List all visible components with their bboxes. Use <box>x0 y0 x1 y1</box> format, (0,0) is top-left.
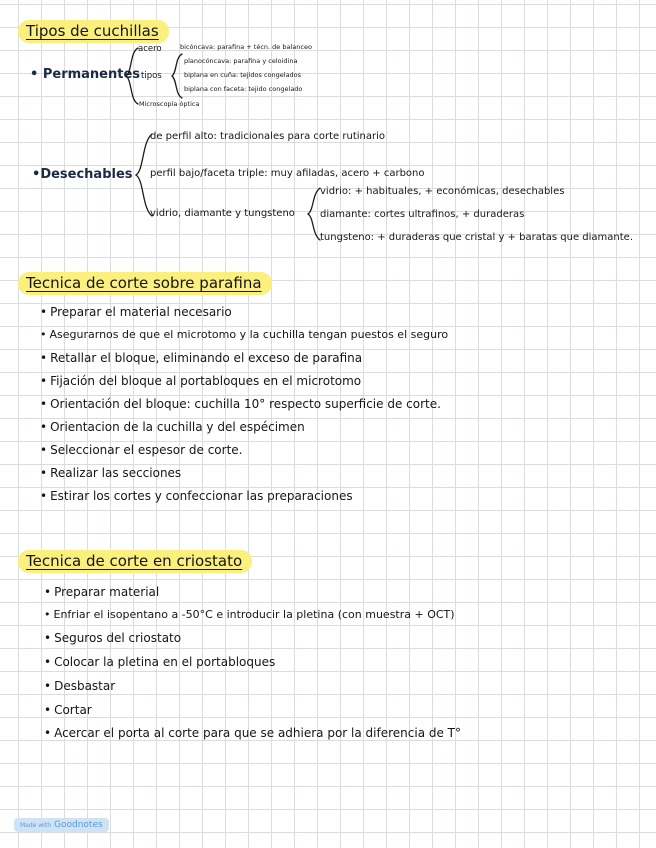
bullet-icon: • <box>32 167 41 182</box>
bullet-icon: • <box>30 67 43 82</box>
parafina-item-4: • Fijación del bloque al portabloques en el microtomo <box>40 374 361 388</box>
acero-detail: bicóncava: parafina + técn. de balanceo <box>180 43 312 51</box>
tipos-item-3: biplana con faceta: tejido congelado <box>184 85 303 93</box>
vidrio-item-1: vidrio: + habituales, + económicas, desechables <box>320 186 565 197</box>
section-title-tipos: Tipos de cuchillas <box>18 20 169 43</box>
criostato-item-4: • Colocar la pletina en el portabloques <box>44 655 275 669</box>
parafina-item-6: • Orientacion de la cuchilla y del espécimen <box>40 420 305 434</box>
vidrio-item-2: diamante: cortes ultrafinos, + duraderas <box>320 209 525 220</box>
acero-label: acero <box>138 44 162 54</box>
tipos-label: tipos <box>141 71 162 81</box>
criostato-item-6: • Cortar <box>44 703 92 717</box>
criostato-item-5: • Desbastar <box>44 679 115 693</box>
parafina-item-1: • Preparar el material necesario <box>40 305 232 319</box>
criostato-item-1: • Preparar material <box>44 585 159 599</box>
microscopia-label: Microscopía óptica <box>139 100 200 108</box>
parafina-item-7: • Seleccionar el espesor de corte. <box>40 443 242 457</box>
tipos-brace <box>170 52 184 100</box>
parafina-item-9: • Estirar los cortes y confeccionar las preparaciones <box>40 489 353 503</box>
desechables-label <box>32 167 133 182</box>
permanentes-text: Permanentes <box>42 67 141 82</box>
perfil-alto-text: de perfil alto: tradicionales para corte rutinario <box>150 131 385 142</box>
made-with-text: Made with <box>20 822 51 829</box>
tipos-item-2: biplana en cuña: tejidos congelados <box>184 71 302 79</box>
criostato-item-3: • Seguros del criostato <box>44 631 181 645</box>
parafina-item-5: • Orientación del bloque: cuchilla 10° respecto superficie de corte. <box>40 397 441 411</box>
section-title-criostato: Tecnica de corte en criostato <box>18 550 252 573</box>
parafina-item-3: • Retallar el bloque, eliminando el exceso de parafina <box>40 351 362 365</box>
criostato-item-2: • Enfriar el isopentano a -50°C e introducir la pletina (con muestra + OCT) <box>44 608 455 621</box>
tipos-item-1: planocóncava: parafina y celoidina <box>184 57 298 65</box>
desechables-text: Desechables <box>40 167 133 182</box>
criostato-item-7: • Acercar el porta al corte para que se adhiera por la diferencia de T° <box>44 726 461 740</box>
section-title-parafina: Tecnica de corte sobre parafina <box>18 272 272 295</box>
parafina-item-8: • Realizar las secciones <box>40 466 181 480</box>
parafina-item-2: • Asegurarnos de que el microtomo y la cuchilla tengan puestos el seguro <box>40 328 448 341</box>
perfil-bajo-text: perfil bajo/faceta triple: muy afiladas, acero + carbono <box>150 168 425 179</box>
vidrio-label: vidrio, diamante y tungsteno <box>150 208 295 219</box>
goodnotes-brand: Goodnotes <box>54 820 103 830</box>
goodnotes-watermark <box>14 818 109 832</box>
vidrio-item-3: tungsteno: + duraderas que cristal y + baratas que diamante. <box>320 232 633 243</box>
